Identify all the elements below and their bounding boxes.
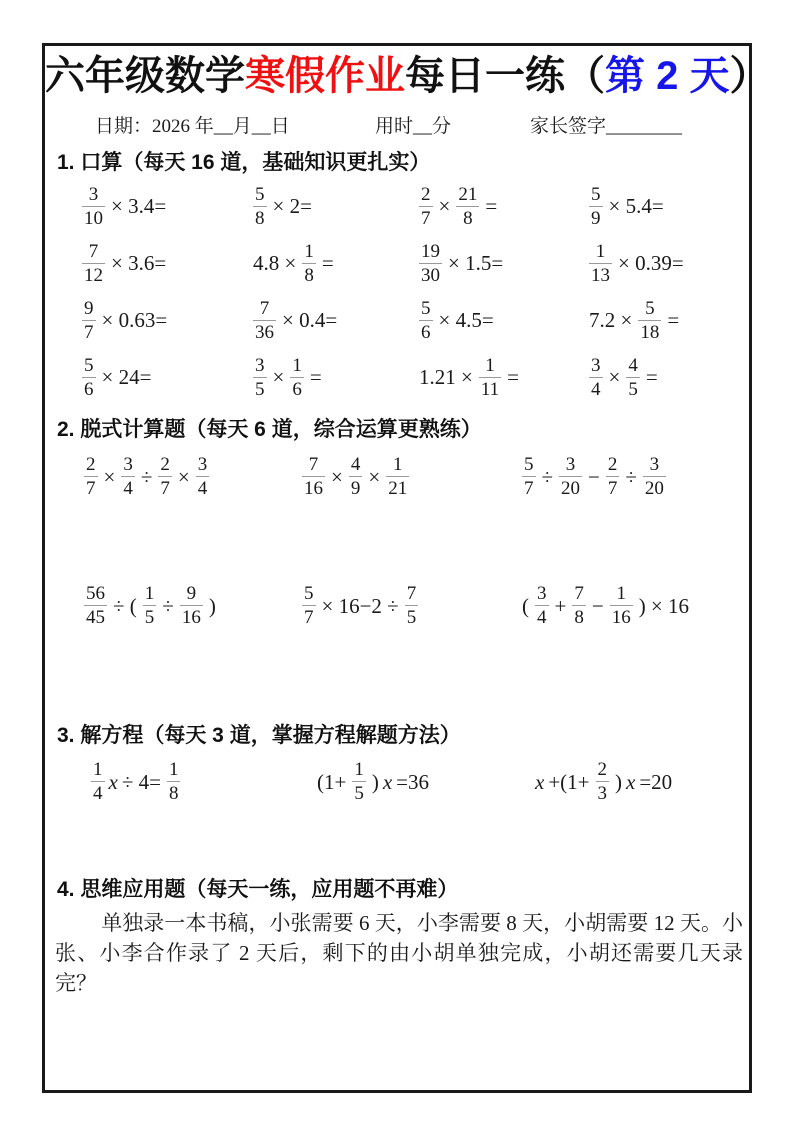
- math-text: × 24=: [101, 365, 152, 389]
- fraction: $\frac{3}{4}$: [591, 354, 601, 400]
- fraction: $\frac{2}{7}$: [421, 183, 431, 229]
- fraction: $\frac{2}{7}$: [86, 454, 96, 499]
- math-text: ×: [608, 365, 621, 389]
- math-text: ): [208, 593, 216, 618]
- time-spent-field: 用时__分: [375, 116, 452, 137]
- fraction: $\frac{1}{5}$: [354, 759, 364, 804]
- math-problem: [416, 185, 586, 229]
- math-problem: [81, 584, 299, 628]
- math-text: × 4.5=: [438, 308, 494, 332]
- equations-row: [45, 752, 792, 812]
- fraction: $\frac{9}{16}$: [181, 583, 201, 628]
- fraction: $\frac{1}{13}$: [591, 240, 610, 286]
- parent-signature-field: 家长签字________: [530, 116, 683, 137]
- math-problem: [314, 760, 534, 804]
- fraction: $\frac{5}{6}$: [84, 354, 94, 400]
- math-problem: [534, 760, 792, 804]
- math-text: × 0.39=: [618, 251, 684, 275]
- variable-x: x: [382, 769, 393, 794]
- section-2-heading: 2. 脱式计算题（每天 6 道，综合运算更熟练）: [57, 418, 482, 441]
- math-text: ÷ (: [113, 593, 137, 618]
- math-text: (: [522, 593, 529, 618]
- math-text: =20: [639, 769, 673, 794]
- math-problem: [299, 455, 519, 499]
- fraction: $\frac{7}{36}$: [255, 297, 274, 343]
- fraction: $\frac{9}{7}$: [84, 297, 94, 343]
- math-problem: [519, 455, 785, 499]
- math-text: ×: [368, 464, 381, 489]
- fraction: $\frac{7}{16}$: [304, 454, 323, 499]
- math-text: =: [645, 365, 658, 389]
- fraction: $\frac{7}{12}$: [84, 240, 103, 286]
- meta-row: [45, 114, 749, 140]
- fraction: $\frac{56}{45}$: [86, 583, 105, 628]
- fraction: $\frac{1}{4}$: [93, 759, 103, 804]
- math-problem: [250, 356, 416, 400]
- title-paren-close: ）: [729, 54, 770, 98]
- math-text: ÷: [541, 464, 554, 489]
- variable-x: x: [535, 769, 545, 794]
- fraction: $\frac{2}{7}$: [607, 454, 618, 499]
- math-text: +(1+: [548, 769, 590, 794]
- math-problem: [250, 242, 416, 286]
- math-problem: [416, 299, 586, 343]
- page-frame: [42, 43, 770, 1093]
- fraction: $\frac{5}{9}$: [591, 183, 601, 229]
- math-problem: [416, 356, 586, 400]
- fraction: $\frac{3}{20}$: [561, 454, 581, 499]
- fraction: $\frac{1}{21}$: [388, 454, 408, 499]
- worksheet-title: [45, 50, 770, 102]
- fraction: $\frac{7}{5}$: [406, 583, 417, 628]
- math-problem: [586, 299, 783, 343]
- math-text: ): [371, 769, 379, 794]
- math-text: +: [554, 593, 567, 618]
- section-4-heading: 4. 思维应用题（每天一练，应用题不再难）: [57, 878, 459, 901]
- math-text: 7.2 ×: [589, 308, 633, 332]
- math-text: ×: [177, 464, 190, 489]
- math-text: ×: [103, 464, 116, 489]
- oral-calculation-grid: [45, 178, 783, 406]
- math-problem: [81, 455, 299, 499]
- math-text: × 0.63=: [101, 308, 168, 332]
- math-text: (1+: [317, 769, 347, 794]
- section-3-heading: 3. 解方程（每天 3 道，掌握方程解题方法）: [57, 724, 461, 747]
- fraction: $\frac{2}{7}$: [160, 454, 170, 499]
- date-field: 日期：2026 年__月__日: [95, 116, 290, 137]
- stepwise-calculation-row-1: [45, 447, 785, 507]
- title-holiday-homework: 寒假作业: [245, 54, 405, 98]
- math-text: ÷: [625, 464, 637, 489]
- math-text: =: [485, 194, 498, 218]
- fraction: $\frac{1}{16}$: [611, 583, 631, 628]
- math-text: =: [309, 365, 322, 389]
- math-problem: [250, 185, 416, 229]
- fraction: $\frac{5}{8}$: [255, 183, 265, 229]
- math-problem: [88, 760, 314, 804]
- math-text: ): [615, 769, 623, 794]
- fraction: $\frac{3}{10}$: [84, 183, 103, 229]
- title-paren-open: （: [565, 54, 605, 98]
- variable-x: x: [626, 769, 636, 794]
- fraction: $\frac{3}{5}$: [255, 354, 265, 400]
- fraction: $\frac{1}{5}$: [144, 583, 155, 628]
- math-problem: [519, 584, 785, 628]
- fraction: $\frac{3}{20}$: [644, 454, 664, 499]
- fraction: $\frac{21}{8}$: [458, 183, 478, 229]
- title-grade-subject: 六年级数学: [45, 54, 245, 98]
- math-text: × 3.4=: [111, 194, 167, 218]
- math-text: =: [667, 308, 680, 332]
- math-text: =: [507, 365, 519, 389]
- math-problem: [79, 242, 250, 286]
- math-text: × 2=: [272, 194, 312, 218]
- fraction: $\frac{2}{3}$: [597, 759, 608, 804]
- math-problem: [586, 356, 783, 400]
- math-problem: [79, 356, 250, 400]
- variable-x: x: [108, 769, 118, 794]
- section-1-heading: 1. 口算（每天 16 道，基础知识更扎实）: [57, 151, 431, 174]
- fraction: $\frac{3}{4}$: [123, 454, 133, 499]
- math-text: × 1.5=: [448, 251, 504, 275]
- math-text: ÷ 4=: [121, 769, 161, 794]
- fraction: $\frac{5}{18}$: [640, 297, 660, 343]
- fraction: $\frac{5}{7}$: [304, 583, 314, 628]
- math-problem: [586, 185, 783, 229]
- math-problem: [416, 242, 586, 286]
- math-problem: [586, 242, 783, 286]
- math-text: ×: [331, 464, 343, 489]
- fraction: $\frac{1}{6}$: [292, 354, 302, 400]
- math-text: −: [588, 464, 600, 489]
- math-text: 4.8 ×: [253, 251, 297, 275]
- fraction: $\frac{1}{8}$: [168, 759, 179, 804]
- fraction: $\frac{7}{8}$: [574, 583, 584, 628]
- math-text: ÷: [162, 593, 174, 618]
- word-problem-text: 单独录一本书稿，小张需要 6 天，小李需要 8 天，小胡需要 12 天。小张、小李合作录了 2 天后，剩下的由小胡单独完成，小胡还需要几天录完？: [55, 911, 743, 995]
- fraction: $\frac{4}{9}$: [350, 454, 361, 499]
- title-daily-practice: 每日一练: [405, 54, 565, 98]
- math-problem: [79, 299, 250, 343]
- math-text: ×: [272, 365, 285, 389]
- fraction: $\frac{4}{5}$: [628, 354, 638, 400]
- title-day-number: 第 2 天: [605, 54, 730, 98]
- math-text: ×: [438, 194, 451, 218]
- math-text: × 3.6=: [111, 251, 167, 275]
- math-text: =: [321, 251, 334, 275]
- math-problem: [79, 185, 250, 229]
- math-text: × 16−2 ÷: [321, 593, 399, 618]
- math-text: × 0.4=: [282, 308, 338, 332]
- fraction: $\frac{3}{4}$: [197, 454, 208, 499]
- math-text: ) × 16: [638, 593, 690, 618]
- fraction: $\frac{5}{6}$: [421, 297, 431, 343]
- fraction: $\frac{1}{8}$: [304, 240, 314, 286]
- math-text: 1.21 ×: [419, 365, 473, 389]
- fraction: $\frac{5}{7}$: [524, 454, 534, 499]
- stepwise-calculation-row-2: [45, 576, 785, 636]
- math-text: × 5.4=: [608, 194, 664, 218]
- math-text: −: [591, 593, 604, 618]
- fraction: $\frac{3}{4}$: [537, 583, 547, 628]
- fraction: $\frac{1}{11}$: [480, 354, 500, 400]
- math-problem: [299, 584, 519, 628]
- math-text: ÷: [140, 464, 153, 489]
- math-problem: [250, 299, 416, 343]
- math-text: =36: [396, 769, 430, 794]
- fraction: $\frac{19}{30}$: [421, 240, 440, 286]
